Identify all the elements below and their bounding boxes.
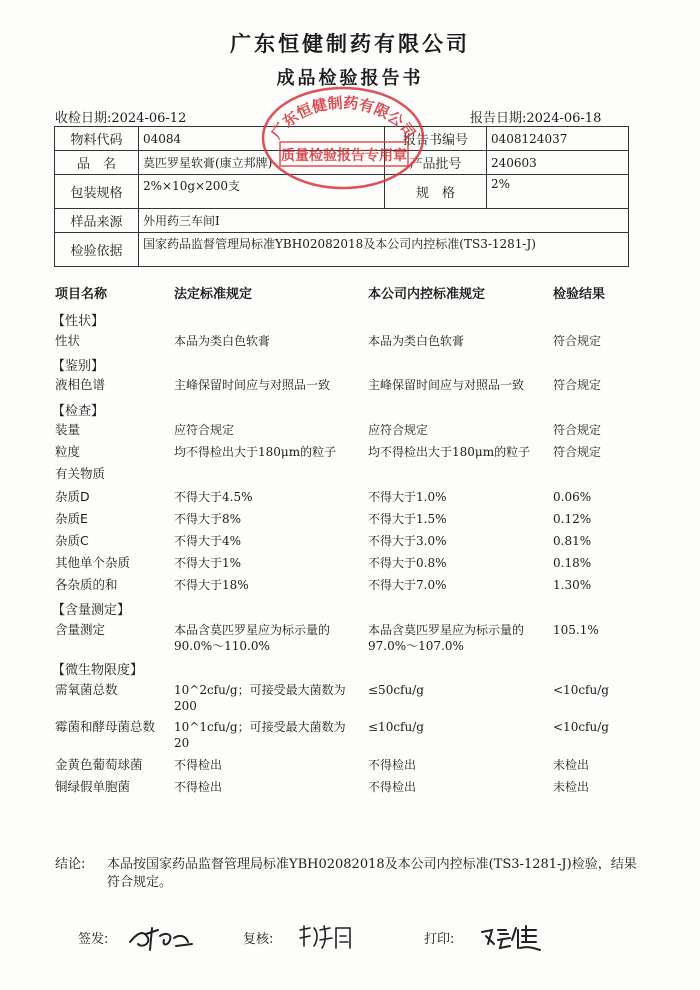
packing-label: 包装规格 [55, 175, 139, 209]
row-internal: 不得大于0.8% [368, 556, 447, 570]
reviewer-signature [296, 920, 356, 954]
print-label: 打印: [424, 932, 455, 947]
col-result-header: 检验结果 [553, 287, 606, 302]
spec-value: 2% [487, 175, 629, 209]
row-item: 杂质E [55, 511, 88, 526]
row-result: 符合规定 [553, 378, 602, 392]
row-item: 液相色谱 [55, 377, 106, 392]
row-item: 其他单个杂质 [55, 555, 131, 570]
row-internal: 本品含莫匹罗星应为标示量的97.0%～107.0% [368, 623, 525, 653]
row-legal: 不得大于8% [174, 512, 242, 526]
row-result: 0.12% [553, 512, 592, 526]
source-label: 样品来源 [55, 209, 139, 233]
company-name: 广东恒健制药有限公司 [230, 32, 470, 56]
receive-date [55, 107, 186, 126]
material-code-value: 04084 [139, 127, 385, 151]
report-date [470, 107, 601, 126]
receive-date-label: 收检日期: [55, 111, 112, 126]
row-internal: 本品为类白色软膏 [368, 334, 465, 348]
report-no-label: 报告书编号 [385, 127, 487, 151]
row-legal: 不得检出 [174, 758, 223, 772]
row-internal: 不得大于7.0% [368, 578, 447, 592]
row-internal: ≤10cfu/g [368, 720, 424, 734]
section-traits: 【性状】 [52, 314, 105, 329]
row-internal: 均不得检出大于180μm的粒子 [368, 445, 531, 459]
section-micro: 【微生物限度】 [52, 663, 144, 678]
packing-value: 2%×10g×200支 [139, 175, 385, 209]
row-legal: 不得大于1% [174, 556, 242, 570]
col-internal-header: 本公司内控标准规定 [368, 287, 486, 302]
row-internal: 不得检出 [368, 780, 417, 794]
row-result: 105.1% [553, 623, 599, 637]
stamp-top-text: 广东恒健制药有限公司 [267, 93, 419, 143]
row-item: 需氧菌总数 [55, 682, 118, 697]
basis-value: 国家药品监督管理局标准YBH02082018及本公司内控标准(TS3-1281-J) [139, 233, 629, 267]
row-legal: 主峰保留时间应与对照品一致 [174, 378, 331, 392]
row-result: 0.18% [553, 556, 592, 570]
section-assay: 【含量测定】 [52, 603, 131, 618]
issuer-signature [126, 920, 196, 954]
row-legal: 10^2cfu/g；可接受最大菌数为200 [174, 683, 346, 713]
col-legal-header: 法定标准规定 [174, 287, 253, 302]
row-internal: 不得大于1.5% [368, 512, 447, 526]
row-internal: 不得大于3.0% [368, 534, 447, 548]
report-no-value: 0408124037 [487, 127, 629, 151]
row-legal: 不得大于4.5% [174, 490, 253, 504]
row-item: 各杂质的和 [55, 577, 118, 592]
col-item-header: 项目名称 [55, 287, 108, 302]
product-label: 品 名 [55, 151, 139, 175]
row-result: 1.30% [553, 578, 592, 592]
row-legal: 10^1cfu/g；可接受最大菌数为20 [174, 720, 346, 750]
row-legal: 本品为类白色软膏 [174, 334, 271, 348]
row-item: 铜绿假单胞菌 [55, 779, 131, 794]
material-code-label: 物料代码 [55, 127, 139, 151]
row-result: 符合规定 [553, 423, 602, 437]
row-item: 装量 [55, 422, 81, 437]
section-identify: 【鉴别】 [52, 359, 105, 374]
receive-date-value: 2024-06-12 [111, 111, 187, 126]
row-internal: 主峰保留时间应与对照品一致 [368, 378, 525, 392]
batch-value: 240603 [487, 151, 629, 175]
row-item: 金黄色葡萄球菌 [55, 757, 143, 772]
row-result: <10cfu/g [553, 720, 609, 734]
spec-label: 规 格 [385, 175, 487, 209]
row-legal: 本品含莫匹罗星应为标示量的90.0%～110.0% [174, 623, 331, 653]
batch-label: 产品批号 [385, 151, 487, 175]
conclusion-label: 结论: [55, 857, 86, 872]
printer-signature [478, 920, 542, 954]
report-date-label: 报告日期: [470, 111, 527, 126]
row-result: 0.06% [553, 490, 592, 504]
row-legal: 均不得检出大于180μm的粒子 [174, 445, 337, 459]
stamp-ring [263, 88, 423, 188]
row-legal: 不得大于18% [174, 578, 249, 592]
row-legal: 不得大于4% [174, 534, 242, 548]
row-item: 杂质D [55, 489, 90, 504]
report-title: 成品检验报告书 [276, 68, 424, 89]
row-result: 0.81% [553, 534, 592, 548]
row-internal: ≤50cfu/g [368, 683, 424, 697]
row-legal: 应符合规定 [174, 423, 235, 437]
row-internal: 应符合规定 [368, 423, 429, 437]
review-label: 复核: [243, 932, 274, 947]
report-date-value: 2024-06-18 [526, 111, 602, 126]
row-item: 含量测定 [55, 622, 106, 637]
section-check: 【检查】 [52, 404, 105, 419]
source-value: 外用药三车间Ⅰ [139, 209, 629, 233]
row-result: 符合规定 [553, 334, 602, 348]
product-value: 莫匹罗星软膏(康立邦牌) [139, 151, 385, 175]
issue-label: 签发: [78, 932, 109, 947]
row-result: 符合规定 [553, 445, 602, 459]
row-internal: 不得检出 [368, 758, 417, 772]
row-legal: 不得检出 [174, 780, 223, 794]
basis-label: 检验依据 [55, 233, 139, 267]
row-result: <10cfu/g [553, 683, 609, 697]
quality-stamp [258, 80, 428, 190]
row-internal: 不得大于1.0% [368, 490, 447, 504]
stamp-bottom-text: 质量检验报告专用章 [281, 148, 407, 164]
row-item: 性状 [55, 333, 81, 348]
conclusion-text: 本品按国家药品监督管理局标准YBH02082018及本公司内控标准(TS3-1281-J)检验，结果符合规定。 [107, 857, 637, 890]
row-item: 霉菌和酵母菌总数 [55, 719, 156, 734]
row-result: 未检出 [553, 780, 590, 794]
row-item: 杂质C [55, 533, 89, 548]
row-result: 未检出 [553, 758, 590, 772]
related-substances-label: 有关物质 [55, 466, 106, 481]
row-item: 粒度 [55, 444, 81, 459]
